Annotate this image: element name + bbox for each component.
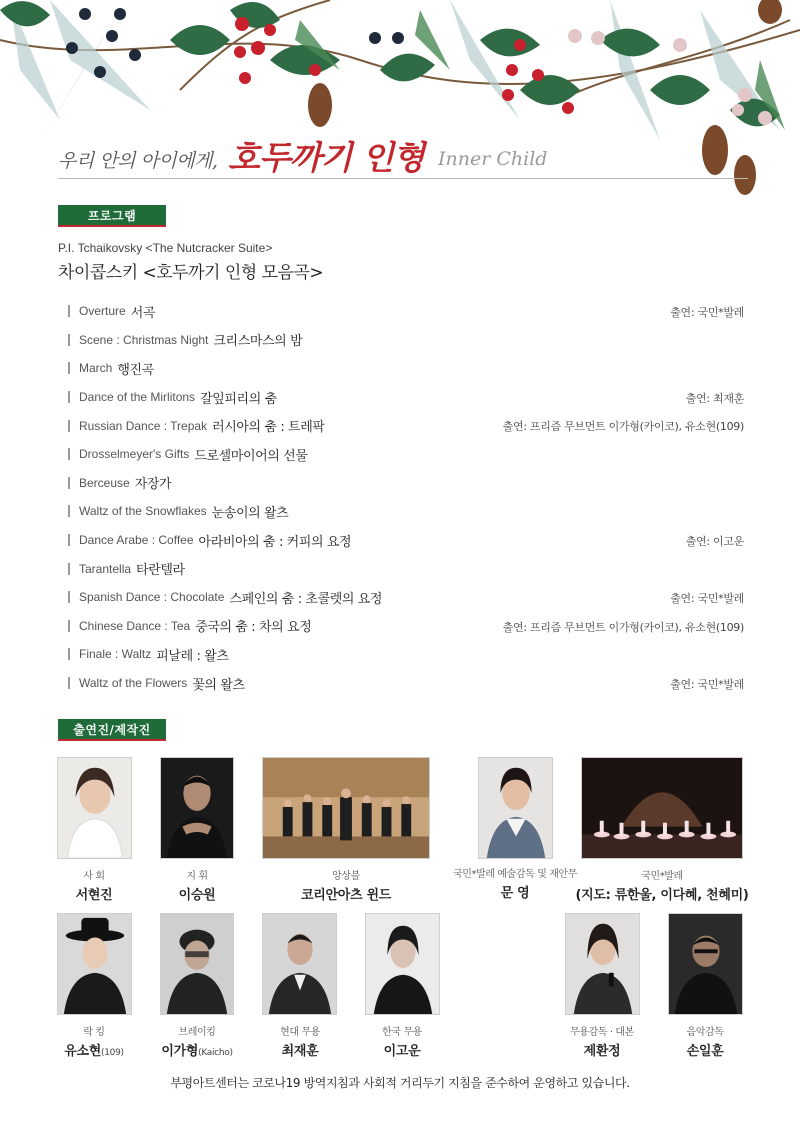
- program-item: [68, 383, 744, 412]
- program-list: [68, 297, 744, 697]
- locking-dancer-photo: [57, 913, 132, 1015]
- program-title-ko: 아라비아의 춤 : 커피의 요정: [198, 534, 352, 550]
- program-performer: 출연: 이고운: [685, 534, 744, 548]
- breaking-dancer-photo: [160, 913, 234, 1015]
- cast-name-text: 제환정: [583, 1044, 621, 1059]
- cast-role: 락 킹: [83, 1027, 105, 1038]
- cast-name: [44, 1040, 144, 1059]
- program-item: [68, 297, 744, 326]
- list-marker: [68, 591, 70, 603]
- program-item: [68, 411, 744, 440]
- cast-caption: [440, 865, 590, 901]
- program-item: [68, 354, 744, 383]
- program-title-ko: 자장가: [134, 477, 172, 493]
- ensemble-photo: [262, 757, 430, 859]
- program-title-en: Chinese Dance : Tea: [79, 618, 191, 633]
- program-title-ko: 행진곡: [117, 362, 154, 378]
- program-item: [68, 469, 744, 498]
- cast-name: [271, 884, 421, 903]
- program-title-en: Spanish Dance : Chocolate: [79, 590, 225, 605]
- cast-name-text: 이승원: [178, 888, 216, 903]
- program-title-ko: 눈송이의 왈츠: [211, 505, 289, 521]
- dance-director-photo: [565, 913, 640, 1015]
- program-title-ko: 스페인의 춤 : 초콜렛의 요정: [229, 591, 383, 607]
- list-marker: [68, 420, 70, 432]
- artistic-director-photo: [478, 757, 553, 859]
- cast-role: 한국 무용: [382, 1027, 422, 1038]
- program-title-ko: 꽃의 왈츠: [192, 677, 245, 693]
- program-item: [68, 497, 744, 526]
- cast-caption: [552, 1023, 652, 1059]
- list-marker: [68, 391, 70, 403]
- program-title-en: Berceuse: [79, 475, 130, 490]
- covid-notice: 부평아트센터는 코로나19 방역지침과 사회적 거리두기 지침을 준수하여 운영하고 있습니다.: [170, 1076, 630, 1090]
- cast-name: [250, 1040, 350, 1059]
- list-marker: [68, 648, 70, 660]
- cast-name-text: 손일훈: [686, 1044, 724, 1059]
- list-marker: [68, 477, 70, 489]
- cast-name-text: (지도: 류한울, 이다혜, 천혜미): [575, 888, 749, 903]
- list-marker: [68, 362, 70, 374]
- program-title-en: Waltz of the Flowers: [79, 676, 188, 691]
- cast-role: 브레이킹: [178, 1027, 216, 1038]
- program-performer: 출연: 최재훈: [685, 391, 744, 405]
- holiday-garland-illustration: [0, 0, 800, 215]
- cast-name: [655, 1040, 755, 1059]
- program-performer: 출연: 국민*발레: [670, 677, 744, 691]
- program-item: [68, 440, 744, 469]
- cast-name: [572, 884, 752, 903]
- cast-caption: [44, 867, 144, 903]
- composer-korean: 차이콥스키 <호두까기 인형 모음곡>: [58, 263, 324, 283]
- cast-caption: [271, 867, 421, 903]
- program-title-ko: 크리스마스의 밤: [213, 334, 303, 350]
- cast-caption: [44, 1023, 144, 1059]
- program-title-en: Waltz of the Snowflakes: [79, 504, 207, 519]
- headline-prefix: 우리 안의 아이에게,: [58, 150, 218, 172]
- cast-name: [147, 1040, 247, 1059]
- program-title-en: Scene : Christmas Night: [79, 332, 209, 347]
- program-title-ko: 러시아의 춤 : 트레팍: [212, 420, 325, 436]
- program-section-label: 프로그램: [58, 205, 166, 227]
- cast-role: 지 휘: [186, 871, 208, 882]
- program-performer: 출연: 프리즘 무브먼트 이가형(카이코), 유소현(109): [502, 620, 744, 634]
- cast-role: 앙상블: [332, 871, 360, 882]
- program-item: [68, 612, 744, 641]
- program-title-ko: 갈잎피리의 춤: [200, 391, 277, 407]
- cast-name-note: (109): [101, 1048, 124, 1058]
- program-title-en: Finale : Waltz: [79, 647, 152, 662]
- cast-name: [352, 1040, 452, 1059]
- cast-caption: [572, 867, 752, 903]
- cast-name: [44, 884, 144, 903]
- program-title-ko: 서곡: [130, 305, 156, 321]
- cast-name: [552, 1040, 652, 1059]
- cast-name: [147, 884, 247, 903]
- cast-role: 국민*발레 예술감독 및 재안무: [452, 869, 578, 880]
- list-marker: [68, 677, 70, 689]
- program-item: [68, 326, 744, 355]
- cast-section-label: 출연진/제작진: [58, 719, 166, 741]
- music-director-photo: [668, 913, 743, 1015]
- cast-name-note: (Kaicho): [198, 1048, 233, 1058]
- cast-role: 사 회: [83, 871, 105, 882]
- program-title-en: March: [79, 361, 113, 376]
- program-title-en: Russian Dance : Trepak: [79, 418, 208, 433]
- cast-name-text: 코리안아츠 윈드: [300, 888, 392, 903]
- program-title-ko: 드로셀마이어의 선물: [194, 448, 308, 464]
- program-item: [68, 669, 744, 698]
- ballet-company-photo: [581, 757, 743, 859]
- cast-name: [440, 882, 590, 901]
- cast-name-text: 서현진: [75, 888, 113, 903]
- program-title-en: Dance Arabe : Coffee: [79, 533, 194, 548]
- program-title-ko: 타란텔라: [136, 563, 185, 579]
- program-title-en: Tarantella: [79, 561, 132, 576]
- cast-role: 현대 무용: [280, 1027, 320, 1038]
- list-marker: [68, 620, 70, 632]
- contemporary-dancer-photo: [262, 913, 337, 1015]
- headline-subtitle: Inner Child: [438, 148, 548, 170]
- program-item: [68, 583, 744, 612]
- cast-caption: [250, 1023, 350, 1059]
- program-item: [68, 526, 744, 555]
- cast-name-text: 이고운: [383, 1044, 421, 1059]
- cast-role: 음악감독: [686, 1027, 724, 1038]
- program-item: [68, 554, 744, 583]
- program-performer: 출연: 프리즘 무브먼트 이가형(카이코), 유소현(109): [502, 420, 744, 434]
- cast-role: 무용감독 · 대본: [570, 1027, 634, 1038]
- program-title-ko: 중국의 춤 : 차의 요정: [195, 620, 312, 636]
- cast-name-text: 문 영: [500, 886, 530, 901]
- program-performer: 출연: 국민*발레: [670, 591, 744, 605]
- cast-name-text: 유소현: [64, 1044, 102, 1059]
- list-marker: [68, 534, 70, 546]
- list-marker: [68, 448, 70, 460]
- list-marker: [68, 305, 70, 317]
- event-headline: [58, 130, 768, 180]
- headline-title: 호두까기 인형: [228, 138, 424, 177]
- list-marker: [68, 563, 70, 575]
- cast-caption: [147, 867, 247, 903]
- cast-name-text: 이가형: [161, 1044, 199, 1059]
- program-item: [68, 640, 744, 669]
- composer-english: P.I. Tchaikovsky <The Nutcracker Suite>: [58, 241, 273, 255]
- list-marker: [68, 334, 70, 346]
- cast-caption: [352, 1023, 452, 1059]
- list-marker: [68, 505, 70, 517]
- program-title-en: Overture: [79, 304, 126, 319]
- program-title-ko: 피날레 : 왈츠: [156, 648, 229, 664]
- korean-dancer-photo: [365, 913, 440, 1015]
- headline-divider: [58, 178, 748, 179]
- cast-caption: [147, 1023, 247, 1059]
- host-photo: [57, 757, 132, 859]
- cast-caption: [655, 1023, 755, 1059]
- program-performer: 출연: 국민*발레: [670, 306, 744, 319]
- program-title-en: Drosselmeyer's Gifts: [79, 447, 190, 462]
- program-title-en: Dance of the Mirlitons: [79, 390, 196, 405]
- conductor-photo: [160, 757, 234, 859]
- cast-role: 국민*발레: [641, 871, 683, 882]
- cast-name-text: 최재훈: [281, 1044, 319, 1059]
